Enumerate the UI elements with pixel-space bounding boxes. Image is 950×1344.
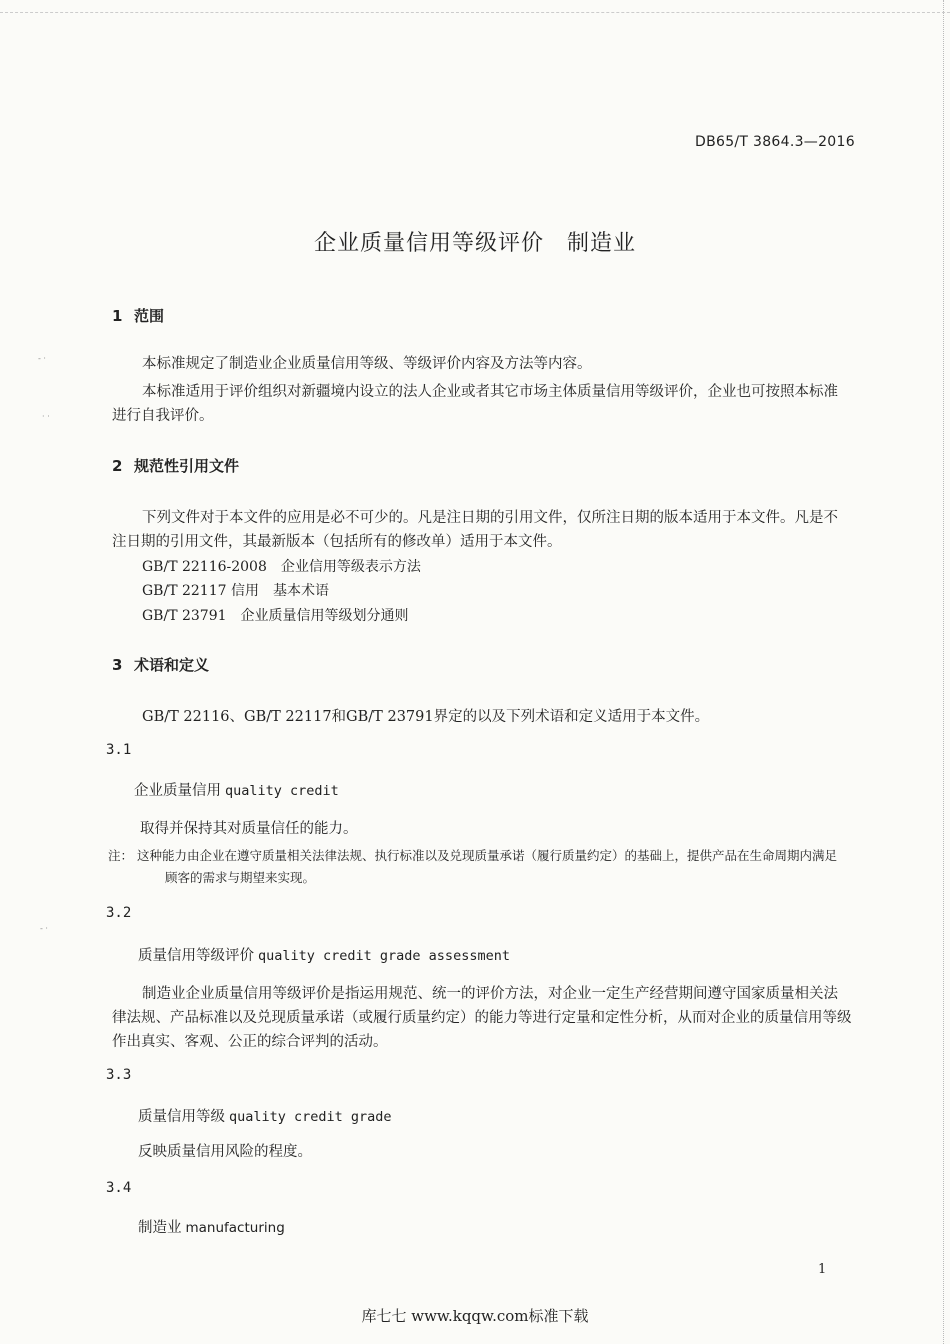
refs-intro-paragraph: 下列文件对于本文件的应用是必不可少的。凡是注日期的引用文件，仅所注日期的版本适用于本文件。凡是不注日期的引用文件，其最新版本（包括所有的修改单）适用于本文件。	[112, 510, 838, 550]
term-heading	[138, 1216, 285, 1237]
term-definition: 制造业企业质量信用等级评价是指运用规范、统一的评价方法，对企业一定生产经营期间遵守国家质量相关法律法规、产品标准以及兑现质量承诺（或履行质量约定）的能力等进行定量和定性分析，从而对企业的质量信用等级作出真实、客观、公正的综合评判的活动。	[112, 986, 852, 1050]
section-number: 3	[112, 656, 123, 674]
term-note-text: 这种能力由企业在遵守质量相关法律法规、执行标准以及兑现质量承诺（履行质量约定）的基础上，提供产品在生命周期内满足顾客的需求与期望来实现。	[137, 848, 838, 885]
reference-name: 企业质量信用等级划分通则	[240, 608, 409, 624]
section-number: 1	[112, 307, 123, 325]
section-heading-scope	[112, 305, 164, 326]
term-english: quality credit grade assessment	[258, 948, 510, 964]
margin-mark: - ·	[40, 924, 48, 933]
term-number: 3.2	[106, 905, 132, 921]
terms-intro-paragraph: GB/T 22116、GB/T 22117和GB/T 23791界定的以及下列术语和定义适用于本文件。	[142, 709, 710, 725]
section-heading-terms	[112, 654, 209, 675]
term-definition: 取得并保持其对质量信任的能力。	[140, 821, 358, 837]
term-number: 3.4	[106, 1180, 132, 1196]
scan-edge-right	[943, 0, 946, 1344]
scope-paragraph-2: 本标准适用于评价组织对新疆境内设立的法人企业或者其它市场主体质量信用等级评价，企业也可按照本标准进行自我评价。	[112, 384, 838, 424]
term-heading	[138, 1105, 392, 1126]
term-note	[137, 845, 849, 889]
reference-code: GB/T 23791	[142, 608, 227, 624]
section-title: 范围	[134, 307, 165, 325]
note-label: 注：	[108, 848, 134, 863]
reference-item	[142, 556, 421, 576]
reference-name: 企业信用等级表示方法	[280, 559, 421, 575]
margin-mark: - ·	[38, 354, 46, 363]
reference-name: 基本术语	[272, 583, 329, 599]
section-heading-refs	[112, 455, 239, 476]
section-title: 术语和定义	[134, 656, 210, 674]
reference-item	[142, 580, 329, 600]
term-chinese: 质量信用等级	[138, 1109, 225, 1125]
reference-code: GB/T 22117 信用	[142, 583, 259, 599]
term-number: 3.3	[106, 1067, 132, 1083]
reference-item	[142, 605, 409, 625]
scope-paragraph-1: 本标准规定了制造业企业质量信用等级、等级评价内容及方法等内容。	[142, 356, 592, 372]
term-english: quality credit grade	[229, 1109, 392, 1125]
scan-edge-top	[0, 0, 950, 13]
footer-watermark: 库七七 www.kqqw.com标准下载	[361, 1307, 589, 1325]
term-definition: 反映质量信用风险的程度。	[138, 1144, 312, 1160]
standard-code: DB65/T 3864.3—2016	[695, 134, 855, 150]
reference-code: GB/T 22116-2008	[142, 559, 267, 575]
term-english: manufacturing	[185, 1220, 285, 1236]
term-number: 3.1	[106, 742, 132, 758]
section-title: 规范性引用文件	[134, 457, 240, 475]
margin-mark: · ·	[42, 412, 50, 421]
term-chinese: 企业质量信用	[134, 783, 221, 799]
term-heading	[138, 944, 510, 965]
term-chinese: 制造业	[138, 1220, 182, 1236]
section-number: 2	[112, 457, 123, 475]
term-english: quality credit	[225, 783, 339, 799]
term-chinese: 质量信用等级评价	[138, 948, 254, 964]
term-heading	[134, 779, 339, 800]
document-title: 企业质量信用等级评价 制造业	[313, 231, 636, 256]
page-number: 1	[818, 1262, 827, 1277]
